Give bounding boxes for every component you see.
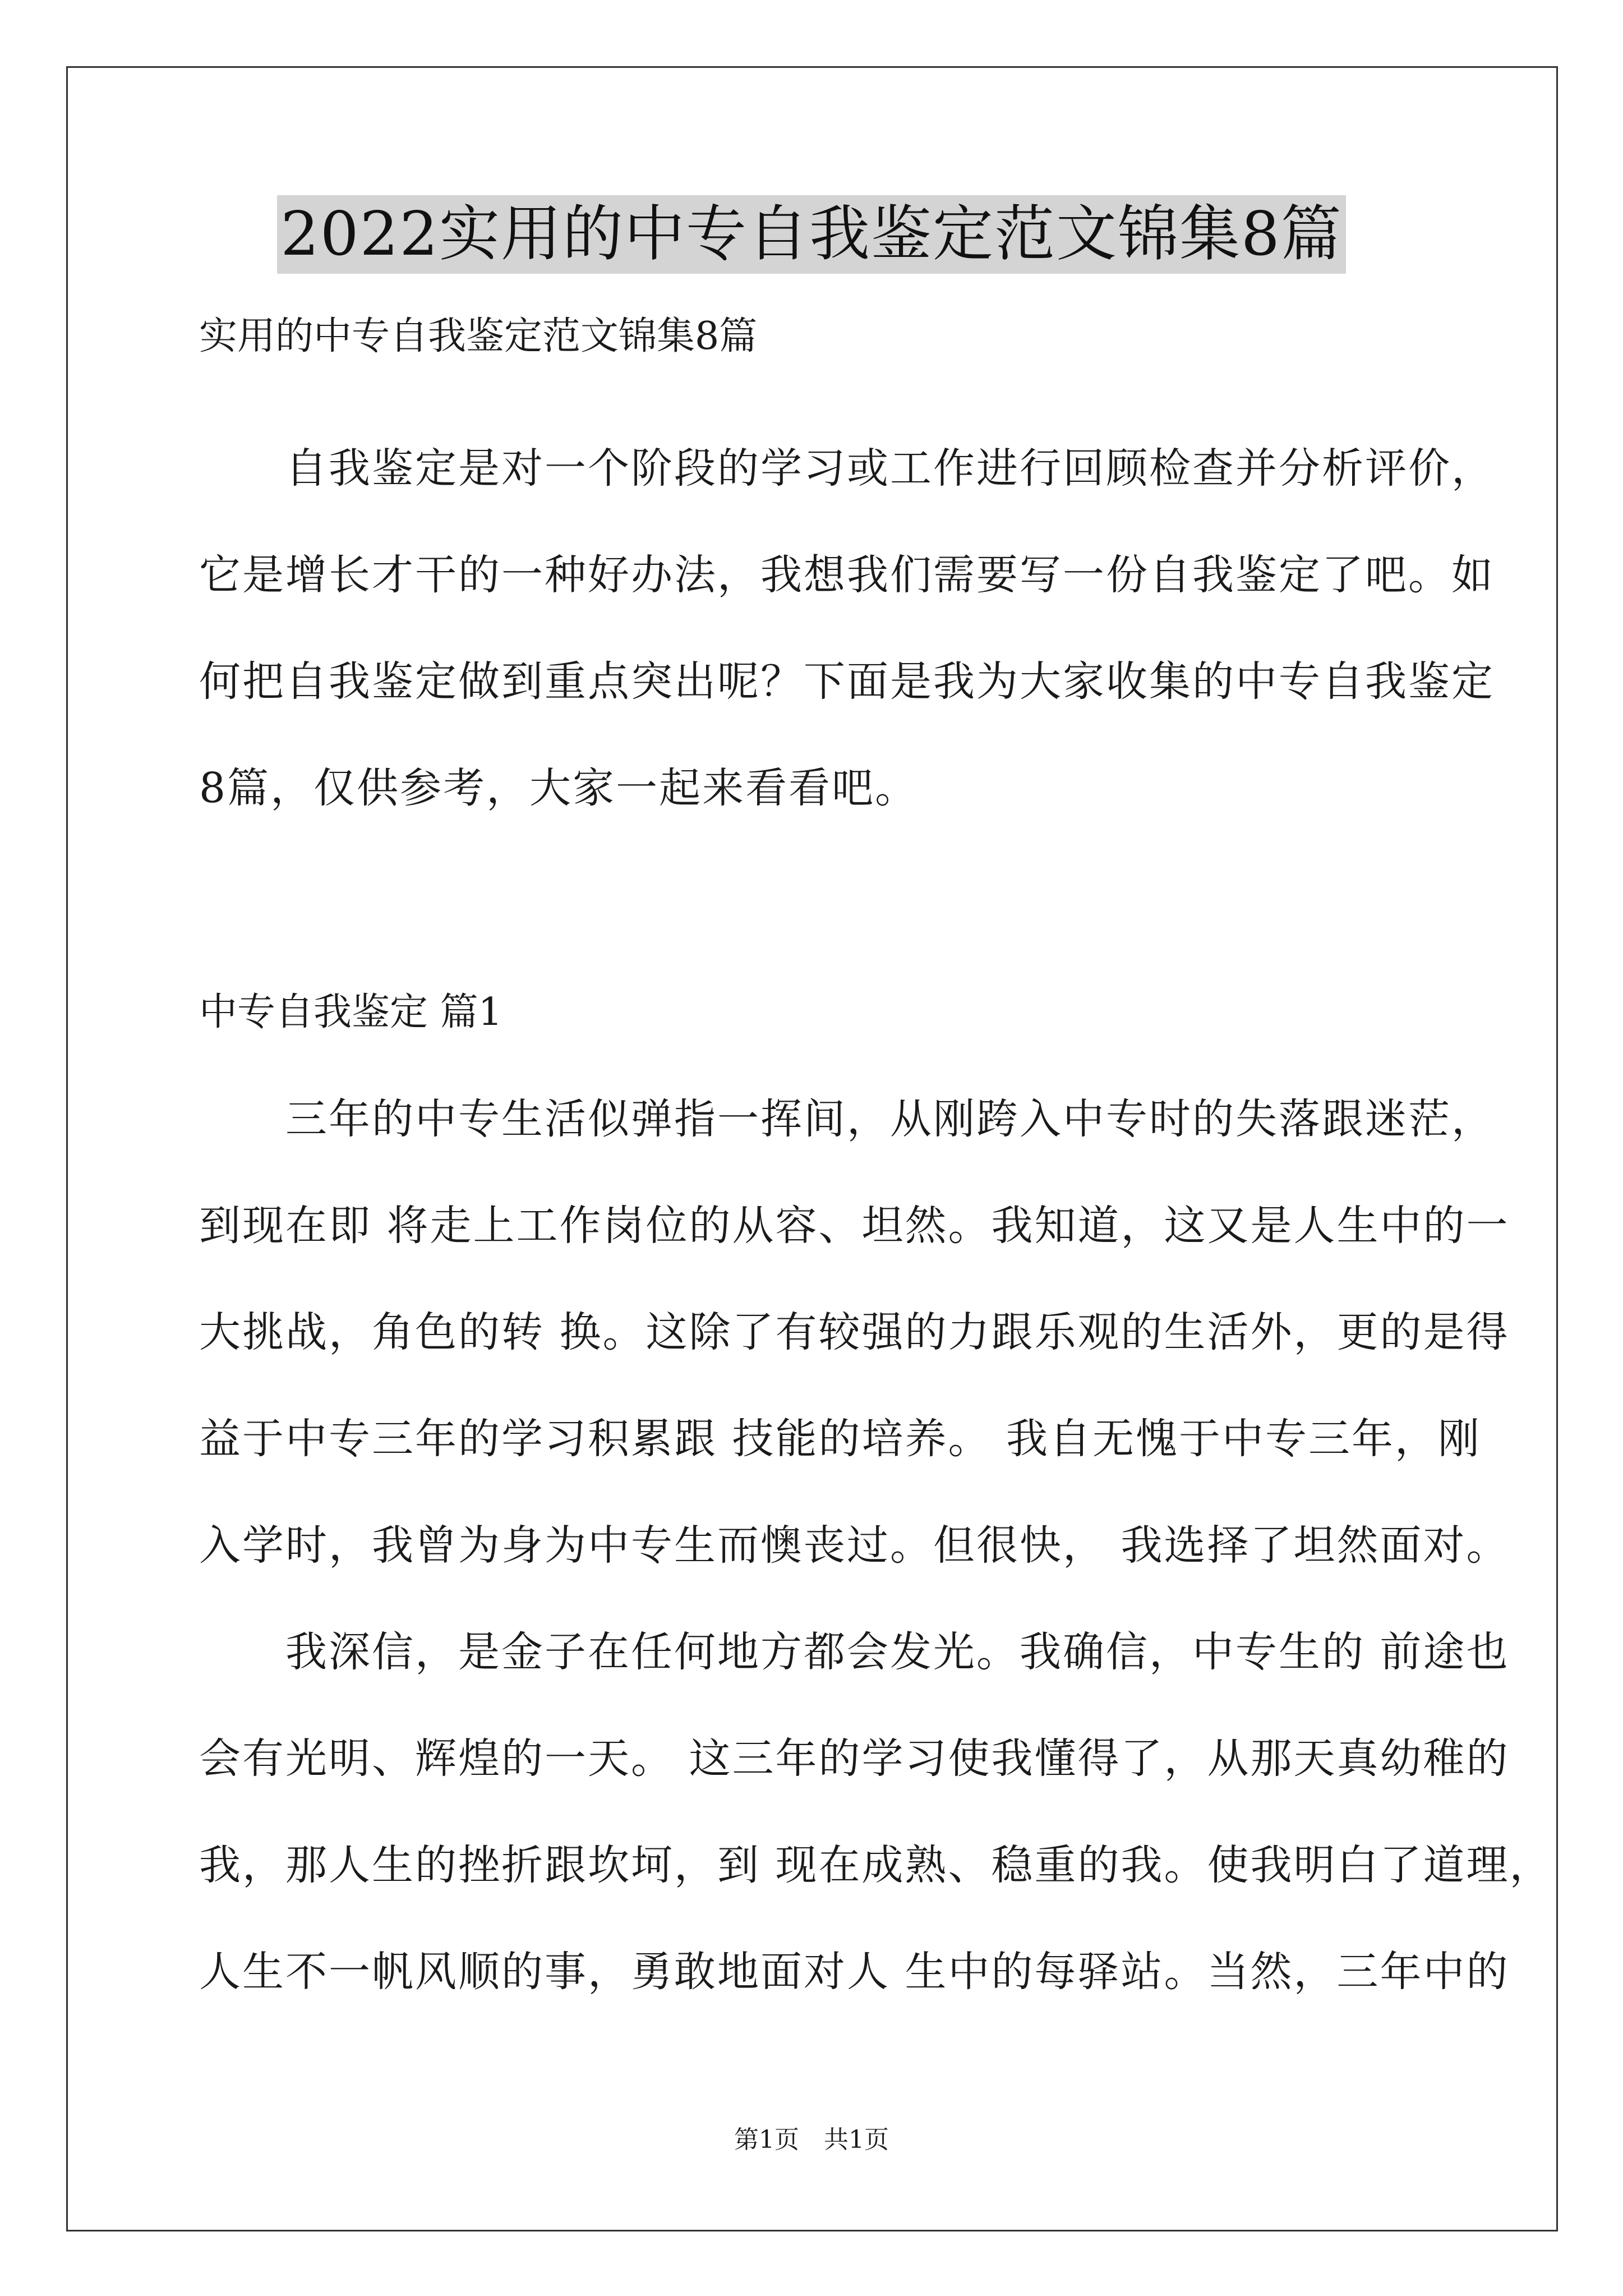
page-border — [66, 66, 1558, 2231]
intro-line: 8篇，仅供参考，大家一起来看看吧。 — [199, 764, 919, 812]
body-line: 入学时，我曾为身为中专生而懊丧过。但很快， 我选择了坦然面对。 — [199, 1521, 1510, 1570]
body-line: 到现在即 将走上工作岗位的从容、坦然。我知道，这又是人生中的一 — [199, 1202, 1510, 1250]
intro-line: 何把自我鉴定做到重点突出呢？下面是我为大家收集的中专自我鉴定 — [199, 657, 1495, 706]
body-line: 我，那人生的挫折跟坎坷，到 现在成熟、稳重的我。使我明白了道理， — [199, 1841, 1553, 1889]
section-heading: 中专自我鉴定 篇1 — [199, 990, 502, 1034]
body-line: 会有光明、辉煌的一天。 这三年的学习使我懂得了，从那天真幼稚的 — [199, 1734, 1510, 1783]
intro-line: 它是增长才干的一种好办法，我想我们需要写一份自我鉴定了吧。如 — [199, 551, 1495, 599]
document-title: 2022实用的中专自我鉴定范文锦集8篇 — [277, 195, 1346, 274]
body-line: 我深信，是金子在任何地方都会发光。我确信，中专生的 前途也 — [199, 1628, 1510, 1676]
body-line: 人生不一帆风顺的事，勇敢地面对人 生中的每驿站。当然，三年中的 — [199, 1948, 1510, 1996]
body-line: 三年的中专生活似弹指一挥间，从刚跨入中专时的失落跟迷茫， — [199, 1095, 1495, 1143]
intro-line: 自我鉴定是对一个阶段的学习或工作进行回顾检查并分析评价， — [199, 444, 1495, 493]
title-container — [0, 195, 1623, 274]
page-footer: 第1页 共1页 — [734, 2125, 889, 2154]
body-line: 益于中专三年的学习积累跟 技能的培养。 我自无愧于中专三年，刚 — [199, 1415, 1482, 1463]
body-line: 大挑战，角色的转 换。这除了有较强的力跟乐观的生活外，更的是得 — [199, 1308, 1510, 1356]
document-subtitle: 实用的中专自我鉴定范文锦集8篇 — [199, 314, 758, 358]
